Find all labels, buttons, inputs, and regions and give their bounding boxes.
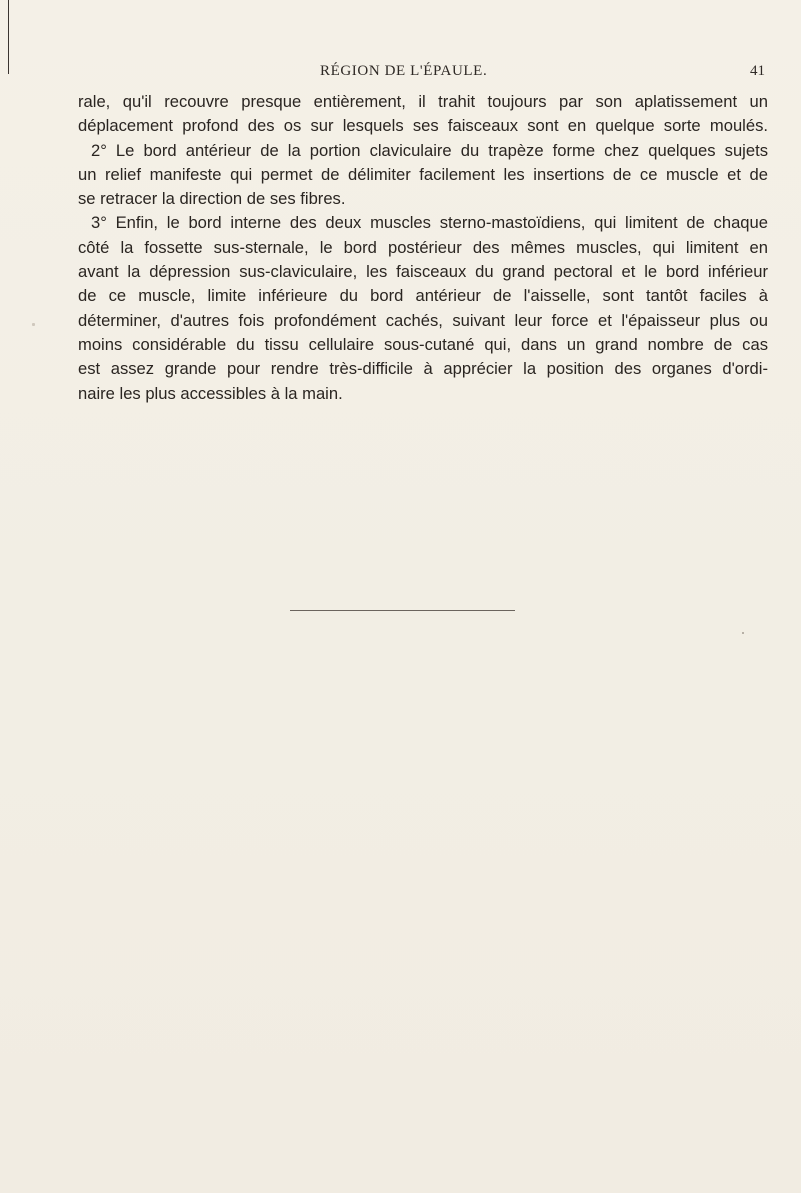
- paragraph-2-start: 2° Le bord antérieur de la portion claviculaire du trapèze forme chez quelques sujets: [91, 140, 768, 160]
- page-number: 41: [750, 63, 765, 79]
- paragraph-3-start: 3° Enfin, le bord interne des deux muscles sterno-mastoïdiens, qui limitent de chaque: [91, 213, 768, 233]
- text-line: de ce muscle, limite inférieure du bord antérieur de l'aisselle, sont tantôt faciles à: [78, 286, 768, 306]
- body-text: [78, 90, 768, 406]
- text-line: un relief manifeste qui permet de délimiter facilement les insertions de ce muscle et de: [78, 164, 768, 184]
- paper-speck: [742, 632, 744, 634]
- text-line: avant la dépression sus-claviculaire, les faisceaux du grand pectoral et le bord inférieur: [78, 262, 768, 282]
- text-line: rale, qu'il recouvre presque entièrement, il trahit toujours par son aplatissement un: [78, 92, 768, 111]
- page-header: [0, 63, 801, 87]
- footer-rule: [290, 610, 515, 611]
- text-line: déplacement profond des os sur lesquels ses faisceaux sont en quelque sorte moulés.: [78, 116, 768, 136]
- running-title: RÉGION DE L'ÉPAULE.: [320, 63, 488, 79]
- text-line: se retracer la direction de ses fibres.: [78, 189, 346, 209]
- paper-speck: [32, 323, 35, 326]
- text-line: est assez grande pour rendre très-difficile à apprécier la position des organes d'ordi-: [78, 359, 768, 379]
- text-line: déterminer, d'autres fois profondément cachés, suivant leur force et l'épaisseur plus ou: [78, 310, 768, 330]
- text-line: moins considérable du tissu cellulaire sous-cutané qui, dans un grand nombre de cas: [78, 334, 768, 354]
- text-line: naire les plus accessibles à la main.: [78, 383, 343, 403]
- text-line: côté la fossette sus-sternale, le bord postérieur des mêmes muscles, qui limitent en: [78, 237, 768, 257]
